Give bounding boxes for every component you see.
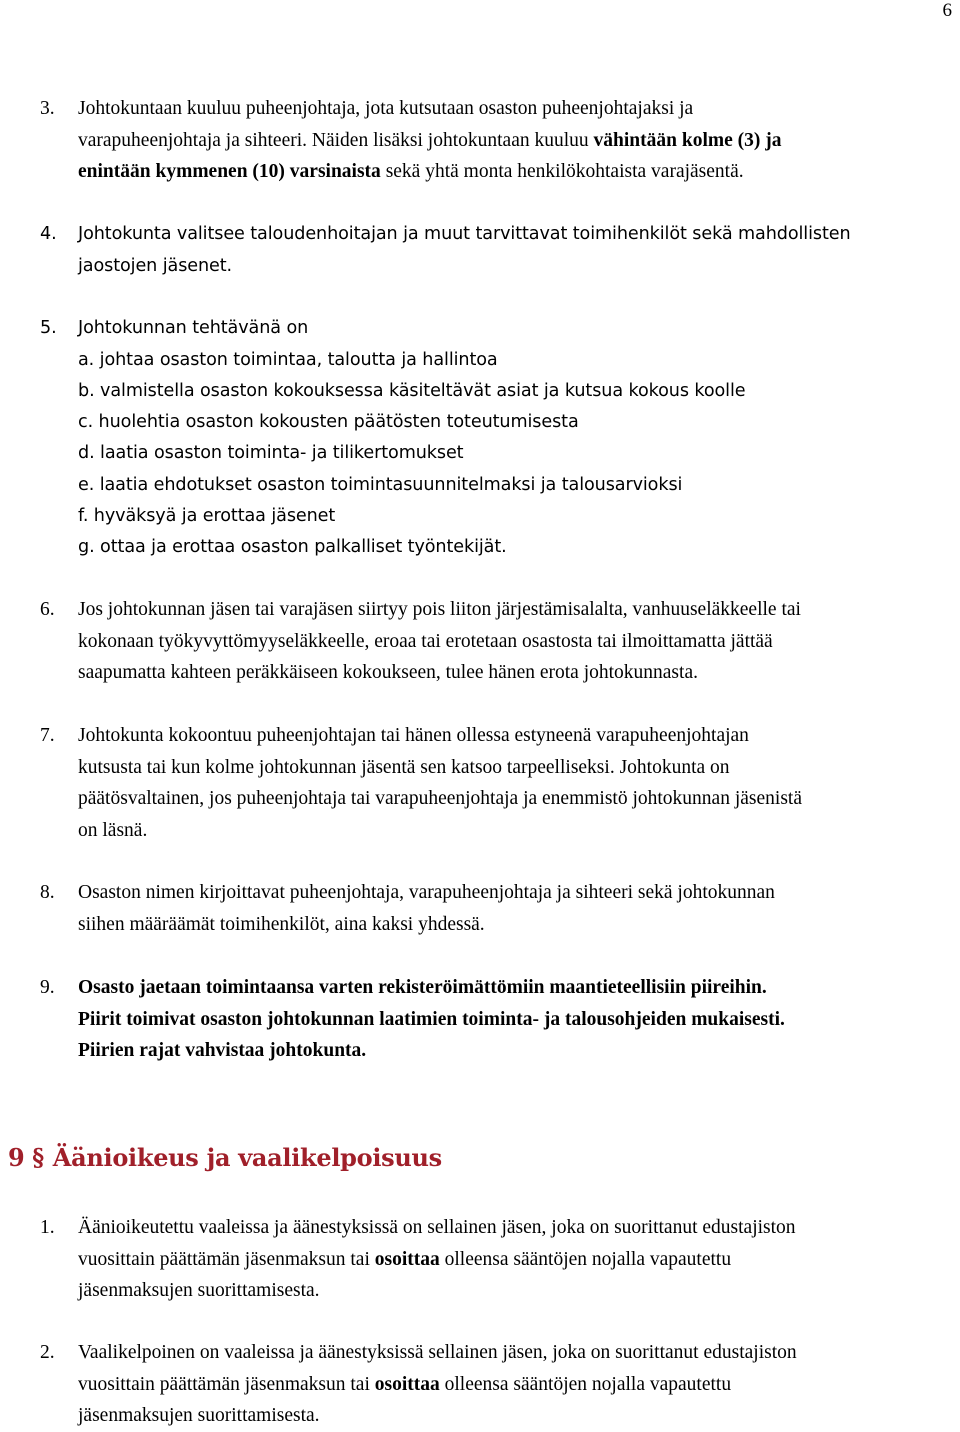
rule-item-7 bbox=[40, 720, 945, 846]
duty-list bbox=[78, 345, 945, 564]
bold-line: Piirien rajat vahvistaa johtokunta. bbox=[78, 1040, 367, 1061]
item-number: 1. bbox=[40, 1217, 55, 1238]
item-line: olleensa sääntöjen nojalla vapautettu bbox=[439, 1373, 732, 1395]
item-line: vuosittain päättämän jäsenmaksun tai bbox=[78, 1373, 375, 1395]
list-item: f. hyväksyä ja erottaa jäsenet bbox=[78, 505, 336, 526]
list-item: d. laatia osaston toiminta- ja tilikertomukset bbox=[78, 443, 464, 464]
item-number: 6. bbox=[40, 599, 55, 620]
rule-item-6 bbox=[40, 594, 945, 689]
item-line: saapumatta kahteen peräkkäiseen kokoukseen, tulee hänen erota johtokunnasta. bbox=[78, 662, 698, 683]
item-line: jäsenmaksujen suorittamisesta. bbox=[78, 1405, 320, 1426]
item-number: 5. bbox=[40, 318, 57, 338]
rule-item-4 bbox=[40, 219, 945, 282]
section-heading bbox=[8, 1143, 442, 1172]
bold-line: Osasto jaetaan toimintaansa varten rekisteröimättömiin maantieteellisiin piireihin. bbox=[78, 977, 767, 998]
item-number: 7. bbox=[40, 725, 55, 746]
item-line: Jos johtokunnan jäsen tai varajäsen siirtyy pois liiton järjestämisalalta, vanhuuseläkkeelle tai bbox=[78, 599, 801, 620]
list-item: b. valmistella osaston kokouksessa käsiteltävät asiat ja kutsua kokous koolle bbox=[78, 380, 746, 401]
bold-text: osoittaa bbox=[374, 1373, 440, 1395]
item-line: Vaalikelpoinen on vaaleissa ja äänestyksissä sellainen jäsen, joka on suorittanut edustajiston bbox=[78, 1342, 797, 1363]
item-line: on läsnä. bbox=[78, 819, 148, 841]
bold-line: Piirit toimivat osaston johtokunnan laatimien toiminta- ja talousohjeiden mukaisesti. bbox=[78, 1008, 785, 1030]
list-item: g. ottaa ja erottaa osaston palkalliset työntekijät. bbox=[78, 537, 507, 558]
item-number: 3. bbox=[40, 98, 55, 119]
item-line: vuosittain päättämän jäsenmaksun tai bbox=[78, 1248, 375, 1270]
item-line: kutsusta tai kun kolme johtokunnan jäsentä sen katsoo tarpeelliseksi. Johtokunta on bbox=[78, 756, 730, 778]
item-line: olleensa sääntöjen nojalla vapautettu bbox=[439, 1248, 732, 1270]
bold-text: vähintään kolme (3) ja bbox=[593, 129, 782, 151]
list-item: c. huolehtia osaston kokousten päätösten toteutumisesta bbox=[78, 412, 579, 433]
item-number: 4. bbox=[40, 224, 57, 244]
item-line: Johtokuntaan kuuluu puheenjohtaja, jota kutsutaan osaston puheenjohtajaksi ja bbox=[78, 98, 694, 119]
item-title: Johtokunnan tehtävänä on bbox=[78, 318, 309, 338]
item-number: 8. bbox=[40, 882, 55, 903]
item-line: Johtokunta kokoontuu puheenjohtajan tai hänen ollessa estyneenä varapuheenjohtajan bbox=[78, 725, 749, 746]
rule-item-9 bbox=[40, 972, 945, 1067]
rule-item-3 bbox=[40, 93, 945, 188]
item-line: jäsenmaksujen suorittamisesta. bbox=[78, 1280, 320, 1301]
section-item-2 bbox=[40, 1337, 945, 1432]
item-line: varapuheenjohtaja ja sihteeri. Näiden lisäksi johtokuntaan kuuluu bbox=[78, 129, 594, 151]
section-number: 9 bbox=[8, 1143, 25, 1172]
item-number: 2. bbox=[40, 1342, 55, 1363]
page-number: 6 bbox=[942, 0, 952, 21]
item-number: 9. bbox=[40, 977, 55, 998]
item-line: Äänioikeutettu vaaleissa ja äänestyksissä on sellainen jäsen, joka on suorittanut edustajiston bbox=[78, 1217, 796, 1238]
list-item: e. laatia ehdotukset osaston toimintasuunnitelmaksi ja talousarvioksi bbox=[78, 474, 683, 495]
item-line: Johtokunta valitsee taloudenhoitajan ja muut tarvittavat toimihenkilöt sekä mahdollisten bbox=[78, 224, 851, 244]
rule-item-8 bbox=[40, 877, 945, 940]
rule-item-5 bbox=[40, 313, 945, 564]
bold-text: enintään kymmenen (10) varsinaista bbox=[78, 161, 381, 182]
bold-text: osoittaa bbox=[374, 1248, 440, 1270]
item-line: Osaston nimen kirjoittavat puheenjohtaja, varapuheenjohtaja ja sihteeri sekä johtokunnan bbox=[78, 882, 775, 903]
item-line: päätösvaltainen, jos puheenjohtaja tai varapuheenjohtaja ja enemmistö johtokunnan jäsenistä bbox=[78, 788, 802, 809]
item-line: kokonaan työkyvyttömyyseläkkeelle, eroaa tai erotetaan osastosta tai ilmoittamatta jättää bbox=[78, 630, 773, 652]
section-item-1 bbox=[40, 1212, 945, 1307]
item-line: sekä yhtä monta henkilökohtaista varajäsentä. bbox=[380, 161, 744, 182]
item-line: jaostojen jäsenet. bbox=[78, 255, 233, 276]
section-title: Äänioikeus ja vaalikelpoisuus bbox=[52, 1143, 442, 1172]
section-symbol: § bbox=[32, 1143, 45, 1172]
list-item: a. johtaa osaston toimintaa, taloutta ja hallintoa bbox=[78, 349, 498, 370]
item-line: siihen määräämät toimihenkilöt, aina kaksi yhdessä. bbox=[78, 913, 485, 935]
